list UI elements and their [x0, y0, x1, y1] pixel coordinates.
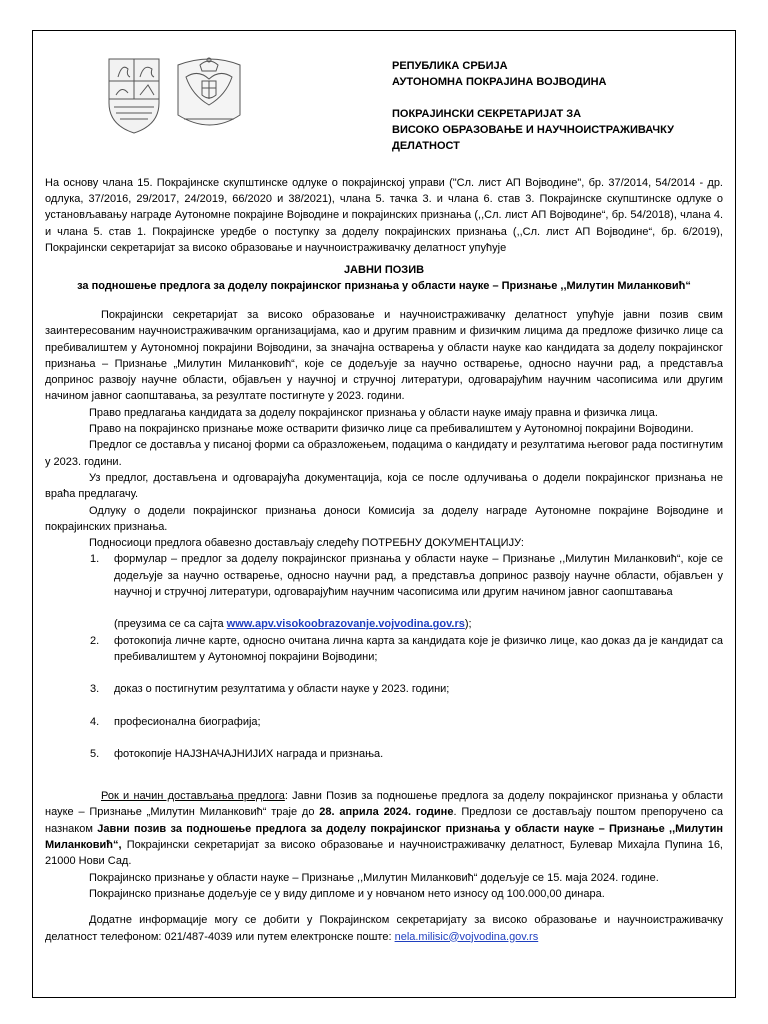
list-item: [45, 746, 723, 762]
call-body: [45, 307, 723, 945]
deadline-text-2: . Предлози се достављају поштом препоручено са назнаком: [45, 806, 723, 835]
list-item-text: доказ о постигнутим резултатима у области науке у 2023. години;: [114, 683, 450, 696]
list-item-text: формулар – предлог за доделу покрајинског признања у области науке – Признање ,,Милутин Миланковић“, које се додељује за научно остварење, односно научни рад, а представља допринос развоју научне области, објављен у научној и стручној литератури, одговарајућим научним часописима или другим начином јавног саопштавања: [114, 553, 723, 599]
not-returned-paragraph: Уз предлог, достављена и одговарајућа документација, која се после одлучивања о додели покрајинског признања не враћа предлагачу.: [45, 471, 723, 501]
legal-basis-paragraph: На основу члана 15. Покрајинске скупштинске одлуке о покрајинској управи ("Сл. лист АП Војводине", бр. 37/2014, 54/2014 - др. одлука, 37/2016, 29/2017, 24/2019, 66/2020 и 38/2021), члана 5. тачка 3. и члана 6. став 3. Покрајинске скупштинске одлуке о установљавању награде Аутономне покрајине Војводине и покрајинских признања (,,Сл. лист АП Војводине“, бр. 54/2018), члана 4. и члана 5. став 1. Покрајинске уредбе о поступку за доделу покрајинских признања (,,Сл. лист АП Војводине“, бр. 6/2019), Покрајински секретаријат за високо образовање и научноистраживачку делатност упућује: [45, 177, 723, 254]
province-name: АУТОНОМНА ПОКРАЈИНА ВОЈВОДИНА: [392, 76, 607, 88]
republic-name: РЕПУБЛИКА СРБИЈА: [392, 60, 508, 72]
right-to-propose-paragraph: Право предлагања кандидата за доделу покрајинског признања у области науке имају правна и физичка лица.: [89, 406, 658, 419]
list-item-text: фотокопија личне карте, односно очитана лична карта за кандидата које је физичко лице, као доказ да је кандидат са пребивалиштем у Аутономној покрајини Војводини;: [114, 634, 723, 663]
deadline-text-3: Покрајински секретаријат за високо образовање и научноистраживачку делатност, Булевар Михајла Пупина 16, 21000 Нови Сад.: [45, 839, 723, 868]
contact-paragraph: [45, 912, 723, 945]
written-form-paragraph: Предлог се доставља у писаној форми са образложењем, подацима о кандидату и резултатима његовог рада постигнутим у 2023. години.: [45, 439, 723, 468]
list-item-number: 4.: [90, 715, 100, 728]
decision-paragraph: Одлуку о додели покрајинског признања доноси Комисија за доделу награде Аутономне покрајине Војводине и покрајинских признања.: [45, 504, 723, 533]
call-subtitle: за подношење предлога за доделу покрајинског признања у области науке – Признање ,,Милутин Миланковић“: [77, 280, 691, 292]
list-item-number: 5.: [90, 747, 100, 760]
right-to-award-paragraph: Право на покрајинско признање може остварити физичко лице са пребивалиштем у Аутономној покрајини Војводини.: [89, 423, 694, 436]
intro-paragraph: Покрајински секретаријат за високо образовање и научноистраживачку делатност упућује јавни позив свим заинтересованим научноистраживачким организацијама, као и другим правним и физичким лицима да предложе физичко лице са пребивалиштем у Аутономној покрајини Војводини, за значајна остварења у области науке као кандидата за доделу покрајинског признања – Признање „Милутин Миланковић“, које се додељује за научно остварење, односно научни рад, а представља допринос развоју научне области, објављен у научној и стручној литератури, одговарајућим научним часописима или другим начином јавног саопштавања, за резултате постигнуте у 2023. години.: [45, 309, 723, 403]
secretariat-line-1: ПОКРАЈИНСКИ СЕКРЕТАРИЈАТ ЗА: [392, 108, 582, 120]
list-item: [45, 714, 723, 730]
deadline-label: Рок и начин достављања предлога: [101, 790, 285, 803]
website-link[interactable]: www.apv.visokoobrazovanje.vojvodina.gov.rs: [226, 618, 465, 631]
list-item-text: фотокопије НАЈЗНАЧАЈНИЈИХ награда и признања.: [114, 747, 384, 760]
list-item: [45, 633, 723, 666]
call-title: ЈАВНИ ПОЗИВ: [343, 264, 425, 276]
award-date-paragraph: Покрајинско признање у области науке – Признање ,,Милутин Миланковић“ додељује се 15. маја 2024. године.: [89, 871, 659, 884]
list-item-number: 1.: [90, 553, 100, 566]
required-documents-list: [45, 551, 723, 762]
list-item: [45, 681, 723, 697]
institution-header: [392, 58, 722, 154]
download-prefix: (преузима се са сајта: [114, 618, 227, 631]
download-note: [114, 616, 723, 632]
call-title-block: [45, 262, 723, 294]
award-form-paragraph: Покрајинско признање додељује се у виду дипломе и у новчаном нето износу од 100.000,00 динара.: [89, 887, 605, 900]
list-item-number: 2.: [90, 634, 100, 647]
deadline-text-1: : Јавни Позив за подношење предлога за доделу покрајинског признања у области науке – Признање „Милутин Миланковић“ траје до: [45, 790, 723, 819]
list-item: [45, 551, 723, 632]
contact-email-link[interactable]: nela.milisic@vojvodina.gov.rs: [394, 930, 539, 943]
coat-of-arms-emblems: [106, 55, 242, 135]
contact-text: Додатне информације могу се добити у Покрајинском секретаријату за високо образовање и научноистраживачку делатност телефоном: 021/487-4039 или путем електронске поште:: [45, 914, 723, 943]
secretariat-line-3: ДЕЛАТНОСТ: [392, 140, 460, 152]
vojvodina-coat-of-arms-icon: [109, 59, 159, 133]
list-item-number: 3.: [90, 683, 100, 696]
deadline-date: 28. априла 2024. године: [319, 806, 454, 819]
deadline-paragraph: [45, 788, 723, 869]
secretariat-line-2: ВИСОКО ОБРАЗОВАЊЕ И НАУЧНОИСТРАЖИВАЧКУ: [392, 124, 674, 136]
download-suffix: );: [464, 618, 472, 631]
envelope-note: Јавни позив за подношење предлога за доделу покрајинског признања у области науке – Признање ,,Милутин Миланковић“,: [45, 822, 723, 852]
docs-intro-paragraph: Подносиоци предлога обавезно достављају следећу ПОТРЕБНУ ДОКУМЕНТАЦИЈУ:: [89, 537, 524, 550]
serbian-coat-of-arms-icon: [178, 58, 240, 125]
list-item-text: професионална биографија;: [114, 715, 261, 728]
